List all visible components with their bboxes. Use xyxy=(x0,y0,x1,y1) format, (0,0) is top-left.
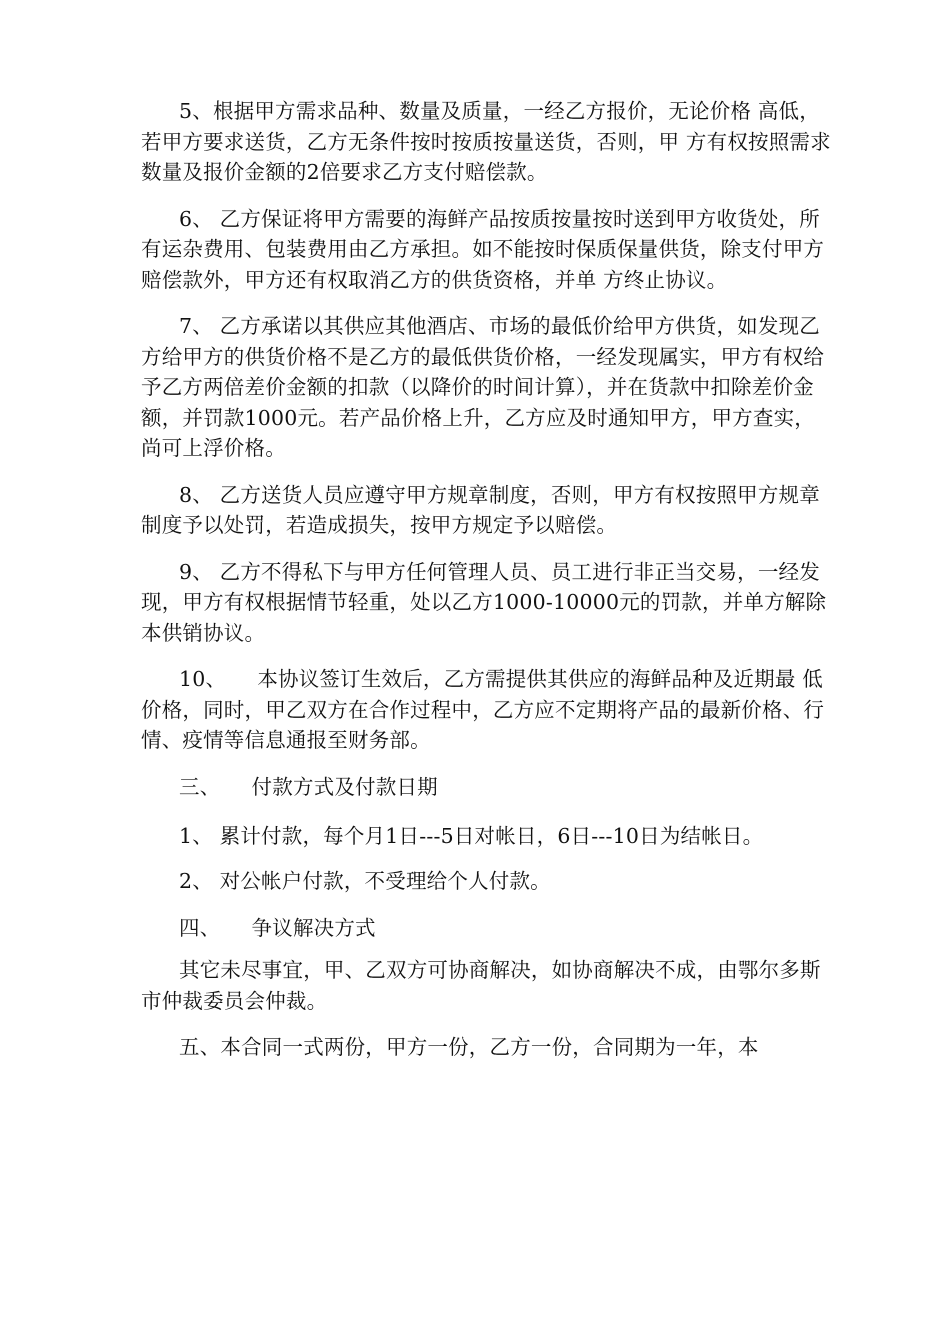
section-3-heading: 三、 付款方式及付款日期 xyxy=(179,774,438,799)
section-4-heading: 四、 争议解决方式 xyxy=(179,915,376,940)
clause-8: 8、 乙方送货人员应遵守甲方规章制度，否则，甲方有权按照甲方规章制度予以处罚，若造成损失，按甲方规定予以赔偿。 xyxy=(141,482,820,537)
clause-6: 6、 乙方保证将甲方需要的海鲜产品按质按量按时送到甲方收货处，所有运杂费用、包装费用由乙方承担。如不能按时保质保量供货，除支付甲方赔偿款外，甲方还有权取消乙方的供货资格，并单 方终止协议。 xyxy=(141,206,825,292)
section-5-clause: 五、本合同一式两份，甲方一份，乙方一份，合同期为一年，本 xyxy=(179,1035,759,1059)
clause-5: 5、根据甲方需求品种、数量及质量，一经乙方报价，无论价格 高低，若甲方要求送货，乙方无条件按时按质按量送货，否则，甲 方有权按照需求数量及报价金额的2倍要求乙方支付赔偿款。 xyxy=(141,99,831,184)
clause-10: 10、 本协议签订生效后，乙方需提供其供应的海鲜品种及近期最 低价格，同时，甲乙双方在合作过程中，乙方应不定期将产品的最新价格、行情、疫情等信息通报至财务部。 xyxy=(141,667,825,752)
document-body xyxy=(141,96,833,1079)
clause-7: 7、 乙方承诺以其供应其他酒店、市场的最低价给甲方供货，如发现乙方给甲方的供货价格不是乙方的最低供货价格，一经发现属实，甲方有权给予乙方两倍差价金额的扣款（以降价的时间计算），并在货款中扣除差价金额，并罚款1000元。若产品价格上升，乙方应及时通知甲方，甲方查实，尚可上浮价格。 xyxy=(141,314,825,460)
dispute-clause: 其它未尽事宜，甲、乙双方可协商解决，如协商解决不成，由鄂尔多斯市仲裁委员会仲裁。 xyxy=(141,958,821,1013)
payment-clause-2: 2、 对公帐户付款，不受理给个人付款。 xyxy=(179,869,551,893)
payment-clause-1: 1、 累计付款，每个月1日---5日对帐日，6日---10日为结帐日。 xyxy=(179,824,764,848)
clause-9: 9、 乙方不得私下与甲方任何管理人员、员工进行非正当交易，一经发现，甲方有权根据情节轻重，处以乙方1000-10000元的罚款，并单方解除本供销协议。 xyxy=(141,559,827,645)
